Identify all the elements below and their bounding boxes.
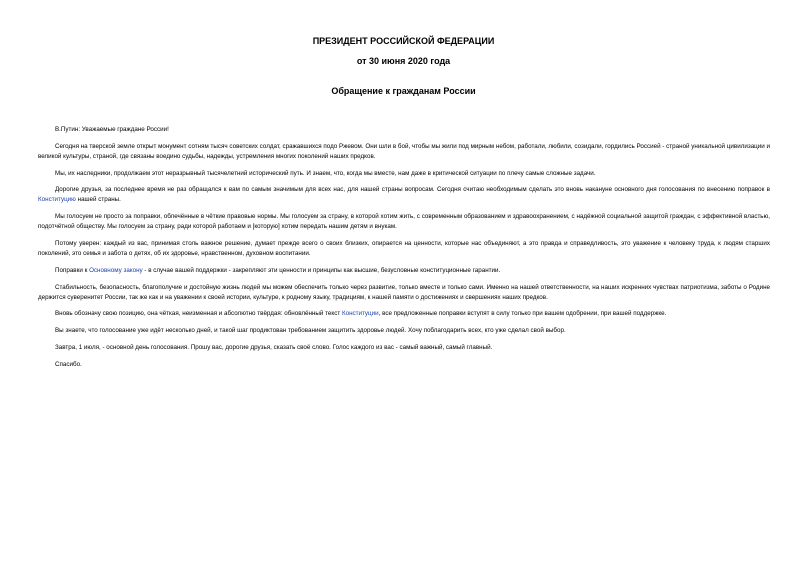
paragraph-greeting: В.Путин: Уважаемые граждане России! xyxy=(55,126,169,133)
paragraph-voting-underway: Вы знаете, что голосование уже идёт несколько дней, и такой шаг продиктован требованием защитить здоровье людей. Хочу поблагодарить всех, кто уже сделал свой выбор. xyxy=(55,327,566,335)
paragraph-vote-for-country: Мы голосуем не просто за поправки, облечённые в чёткие правовые нормы. Мы голосуем за страну, в которой хотим жить, с современным образованием и здравоохранением, с надёжной социальной защитой граждан, с эффективной властью, подотчётной обществу. Мы голосуем за страну, ради которой работаем и [которую] хотим передать нашим детям и внукам. xyxy=(38,213,770,231)
paragraph-stability: Стабильность, безопасность, благополучие и достойную жизнь людей мы можем обеспечить только через развитие, только вместе и только сами. Именно на нашей ответственности, на наших искренних чувствах патриотизма, заботы о Родине держится суверенитет России, так же как и на уважении к своей истории, культуре, к родному языку, традициям, к нашей памяти о достижениях и свершениях наших предков. xyxy=(38,283,770,301)
document-title: ПРЕЗИДЕНТ РОССИЙСКОЙ ФЕДЕРАЦИИ xyxy=(312,36,495,46)
paragraph-appeal xyxy=(38,185,770,205)
document-date: от 30 июня 2020 года xyxy=(356,56,451,66)
constitution-link-2[interactable]: Конституции xyxy=(341,310,379,318)
paragraph-main-day: Завтра, 1 июля, - основной день голосования. Прошу вас, дорогие друзья, сказать своё слово. Голос каждого из вас - самый важный, самый главный. xyxy=(55,343,493,351)
paragraph-thanks: Спасибо. xyxy=(55,360,82,368)
basic-law-link[interactable]: Основному закону xyxy=(89,266,143,274)
paragraph-text: Поправки к xyxy=(55,266,90,274)
document-subject: Обращение к гражданам России xyxy=(331,86,476,96)
paragraph-amendments xyxy=(38,266,770,276)
paragraph-text: Вновь обозначу свою позицию, она чёткая, неизменная и абсолютно твёрдая: обновлённый текст xyxy=(55,310,342,318)
paragraph-text: нашей страны. xyxy=(75,196,121,204)
paragraph-text: , все предложенные поправки вступят в силу только при вашем одобрении, при вашей поддержке. xyxy=(378,310,667,318)
paragraph-heirs: Мы, их наследники, продолжаем этот неразрывный тысячелетний исторический путь. И знаем, что, когда мы вместе, нам даже в критической ситуации по плечу самые сложные задачи. xyxy=(55,169,596,177)
constitution-link[interactable]: Конституцию xyxy=(38,196,76,204)
paragraph-position xyxy=(38,309,770,319)
paragraph-values: Потому уверен: каждый из вас, принимая столь важное решение, думает прежде всего о своих близких, опирается на ценности, которые нас объединяют, а это правда и справедливость, это уважение к человеку труда, к людям старших поколений, это семья и забота о детях, об их здоровье, нравственном, духовном воспитании. xyxy=(38,239,770,257)
paragraph-rzhev-monument: Сегодня на тверской земле открыт монумент сотням тысяч советских солдат, сражавшихся подо Ржевом. Они шли в бой, чтобы мы жили под мирным небом, работали, любили, созидали, гордились Россией - страной уникальной цивилизации и великой культуры, страной, где связаны воедино судьбы, надежды, устремления многих поколений наших предков. xyxy=(38,142,770,160)
paragraph-text: Дорогие друзья, за последнее время не раз обращался к вам по самым значимым для всех нас, для нашей страны вопросам. Сегодня считаю необходимым сделать это вновь накануне основного дня голосования по внесению поправок в xyxy=(55,186,770,194)
document-body xyxy=(38,125,770,377)
paragraph-text: - в случае вашей поддержки - закрепляют эти ценности и принципы как высшие, безусловные конституционные гарантии. xyxy=(142,266,501,274)
